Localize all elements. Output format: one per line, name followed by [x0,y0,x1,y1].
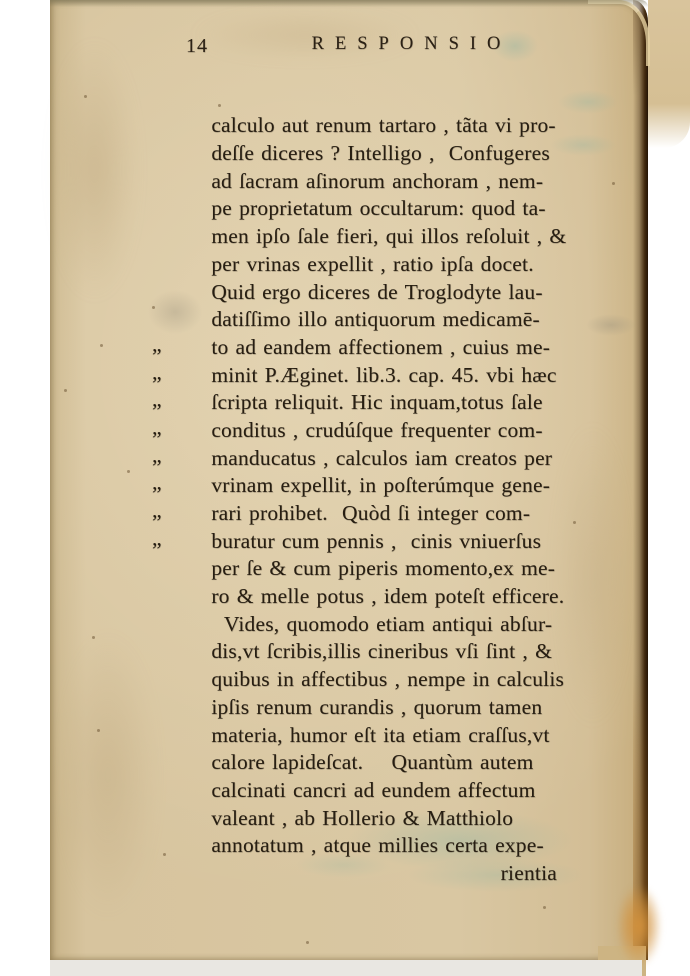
page-number: 14 [186,35,208,57]
page-fore-edge-shadow [633,0,648,960]
line-text: ipſis renum curandis , quorum tamen [211,694,543,719]
line-text: rientia [500,860,557,885]
line-text: ſcripta reliquit. Hic inquam,totus ſale [211,390,543,415]
line-text: rari prohibet. Quòd ſi integer com- [211,501,531,526]
line-text: buratur cum pennis , cinis vniuerſus [211,528,542,553]
line-text: valeant , ab Hollerio & Matthiolo [211,805,514,830]
line-text: Vides, quomodo etiam antiqui abſur- [223,611,553,636]
line-text: vrinam expellit, in poſterúmque gene- [211,473,551,498]
line-text: conditus , crudúſque frequenter com- [211,417,543,442]
text-line [183,57,629,138]
line-text: quibus in affectibus , nempe in calculis [211,667,565,692]
line-text: Quid ergo diceres de Troglodyte lau- [211,279,543,304]
quote-mark: „ [152,525,162,550]
line-text: per vrinas expellit , ratio ipſa docet. [211,251,534,276]
quote-mark: „ [152,498,162,522]
line-text: dis,vt ſcribis,illis cineribus vſi ſint , & [211,639,553,664]
quote-mark: „ [152,359,162,384]
line-text: men ipſo ſale fieri, qui illos reſoluit , & [211,224,567,249]
line-text: datiſſimo illo antiquorum medicamē- [211,307,540,332]
quote-mark: „ [152,331,162,356]
line-text: manducatus , calculos iam creatos per [211,445,553,470]
line-text: deſſe diceres ? Intelligo , Confugeres [211,141,550,166]
quote-mark: „ [152,414,162,439]
line-text: ad ſacram aſinorum anchoram , nem- [211,168,544,193]
page-top-edge-shade [50,0,648,7]
quote-mark: „ [152,470,162,495]
line-text: calcinati cancri ad eundem affectum [211,777,536,802]
facing-page-edge [648,0,690,148]
line-text: materia, humor eſt ita etiam craſſus,vt [211,722,550,747]
line-text: per ſe & cum piperis momento,ex me- [211,556,556,581]
page-header [183,32,629,59]
line-text: minit P.Æginet. lib.3. cap. 45. vbi hæc [211,362,557,387]
line-text: ro & melle potus , idem poteſt efficere. [211,584,565,609]
text-block [152,57,629,885]
page-edge-amber-glow [616,884,662,968]
line-text: calculo aut renum tartaro , tãta vi pro- [211,113,556,138]
line-text: pe proprietatum occultarum: quod ta- [211,196,546,221]
quote-mark: „ [152,387,162,412]
bottom-scan-strip [50,960,642,976]
line-text: calore lapideſcat. Quantùm autem [211,750,534,775]
quote-mark: „ [152,442,162,467]
line-text: annotatum , atque millies certa expe- [211,833,544,858]
running-header: RESPONSIO [311,34,512,54]
line-text: to ad eandem affectionem , cuius me- [211,334,551,359]
